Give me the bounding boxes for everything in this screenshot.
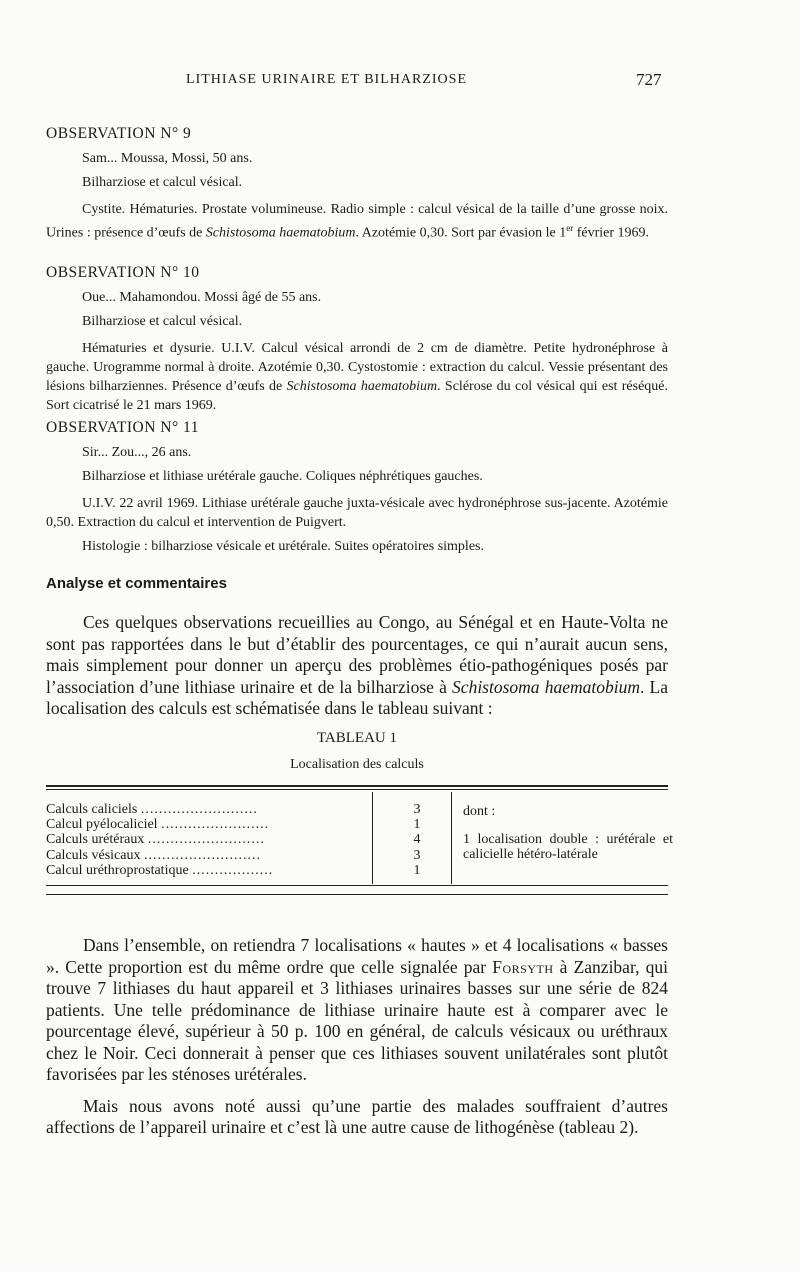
table-row xyxy=(46,817,269,832)
table-column-rule xyxy=(451,792,452,884)
row-label: Calculs urétéraux xyxy=(46,832,145,848)
observation-10 xyxy=(46,263,668,415)
table-row xyxy=(46,863,273,878)
diagnosis-line: Bilharziose et calcul vésical. xyxy=(82,314,243,329)
row-leader-dots: .......................... xyxy=(140,802,258,817)
table-column-rule xyxy=(372,792,373,884)
observation-9 xyxy=(46,124,668,243)
conclusion-paragraph: Dans l’ensemble, on retiendra 7 localisations « hautes » et 4 localisations « basses ». Cette proportion est du même ordre que celle signalée par Forsyth à Zanzibar, qui trouve 7 lithiases du haut appareil et 3 lithiases urinaires basses sur une série de 824 patients. Une telle prédominance de lithiase urinaire haute est à comparer avec le pourcentage élevé, supérieur à 50 p. 100 en général, de calculs vésicaux ou uréthraux chez le Noir. Ceci donnerait à penser que ces lithiases souvent unilatérales sont plutôt favorisées par les sténoses urétérales. xyxy=(46,935,668,1084)
page-number: 727 xyxy=(636,70,662,89)
analysis-paragraph: Ces quelques observations recueillies au Congo, au Sénégal et en Haute-Volta ne sont pas rapportées dans le but d’établir des pourcentages, ce qui n’aurait aucun sens, mais simplement pour donner un aperçu des problèmes étio-pathogéniques posés par l’association d’une lithiase urinaire et de la bilharziose à Schistosoma haematobium. La localisation des calculs est schématisée dans le tableau suivant : xyxy=(46,612,668,718)
row-value: 3 xyxy=(413,802,421,817)
row-label: Calculs vésicaux xyxy=(46,847,141,863)
row-leader-dots: .......................... xyxy=(143,847,261,863)
patient-line: Oue... Mahamondou. Mossi âgé de 55 ans. xyxy=(82,290,322,305)
patient-line: Sir... Zou..., 26 ans. xyxy=(82,445,192,460)
author-name: Forsyth xyxy=(492,956,554,977)
diagnosis-line: Bilharziose et lithiase urétérale gauche. Coliques néphrétiques gauches. xyxy=(82,469,483,484)
table-caption: Localisation des calculs xyxy=(290,757,424,772)
table-bottom-rule xyxy=(46,885,668,886)
clinical-text: U.I.V. 22 avril 1969. Lithiase urétérale gauche juxta-vésicale avec hydronéphrose sus-jacente. Azotémie 0,50. Extraction du calcul et intervention de Puigvert. xyxy=(46,496,668,530)
closing-paragraph: Mais nous avons noté aussi qu’une partie des malades souffraient d’autres affections de l’appareil urinaire et c’est là une autre cause de lithogénèse (tableau 2). xyxy=(46,1095,668,1137)
table-row xyxy=(46,848,261,863)
observation-11 xyxy=(46,418,668,556)
row-leader-dots: .................. xyxy=(192,862,274,878)
row-leader-dots: ........................ xyxy=(161,817,270,833)
row-label: Calculs caliciels xyxy=(46,802,138,817)
section-heading: Analyse et commentaires xyxy=(46,575,227,592)
table-note-dont: dont : xyxy=(463,804,496,819)
row-value: 4 xyxy=(413,832,421,848)
running-title: LITHIASE URINAIRE ET BILHARZIOSE xyxy=(186,72,467,87)
clinical-text: Hématuries et dysurie. U.I.V. Calcul vésical arrondi de 2 cm de diamètre. Petite hydronéphrose à gauche. Urogramme normal à droite. Azotémie 0,30. Cystostomie : extraction du calcul. Vessie présentant des lésions bilharziennes. Présence d’œufs de Schistosoma haematobium. Sclérose du col vésical qui est réséqué. Sort cicatrisé le 21 mars 1969. xyxy=(46,341,669,413)
observation-title: OBSERVATION N° 11 xyxy=(46,419,199,436)
table-note: 1 localisation double : urétérale et calicielle hétéro-latérale xyxy=(463,832,673,862)
table-title: TABLEAU 1 xyxy=(316,730,398,746)
row-value: 3 xyxy=(413,847,421,863)
conclusion-text xyxy=(46,935,668,1139)
diagnosis-line: Bilharziose et calcul vésical. xyxy=(82,175,243,190)
table-top-rule xyxy=(46,785,668,787)
row-value: 1 xyxy=(413,862,421,878)
clinical-text: Cystite. Hématuries. Prostate volumineuse. Radio simple : calcul vésical de la taille d’une grosse noix. Urines : présence d’œufs de Schistosoma haematobium. Azotémie 0,30. Sort par évasion le 1er février 1969. xyxy=(46,202,668,241)
patient-line: Sam... Moussa, Mossi, 50 ans. xyxy=(82,151,253,166)
table-bottom-rule-2 xyxy=(46,894,668,895)
row-leader-dots: .......................... xyxy=(147,832,265,848)
observation-title: OBSERVATION N° 10 xyxy=(46,264,200,281)
histology-line: Histologie : bilharziose vésicale et urétérale. Suites opératoires simples. xyxy=(82,539,484,554)
row-label: Calcul uréthroprostatique xyxy=(46,862,189,878)
table-row xyxy=(46,802,258,817)
table-top-rule-2 xyxy=(46,789,668,790)
observation-title: OBSERVATION N° 9 xyxy=(46,125,192,142)
table-row xyxy=(46,832,265,847)
row-label: Calcul pyélocaliciel xyxy=(46,817,158,833)
row-value: 1 xyxy=(413,817,421,833)
